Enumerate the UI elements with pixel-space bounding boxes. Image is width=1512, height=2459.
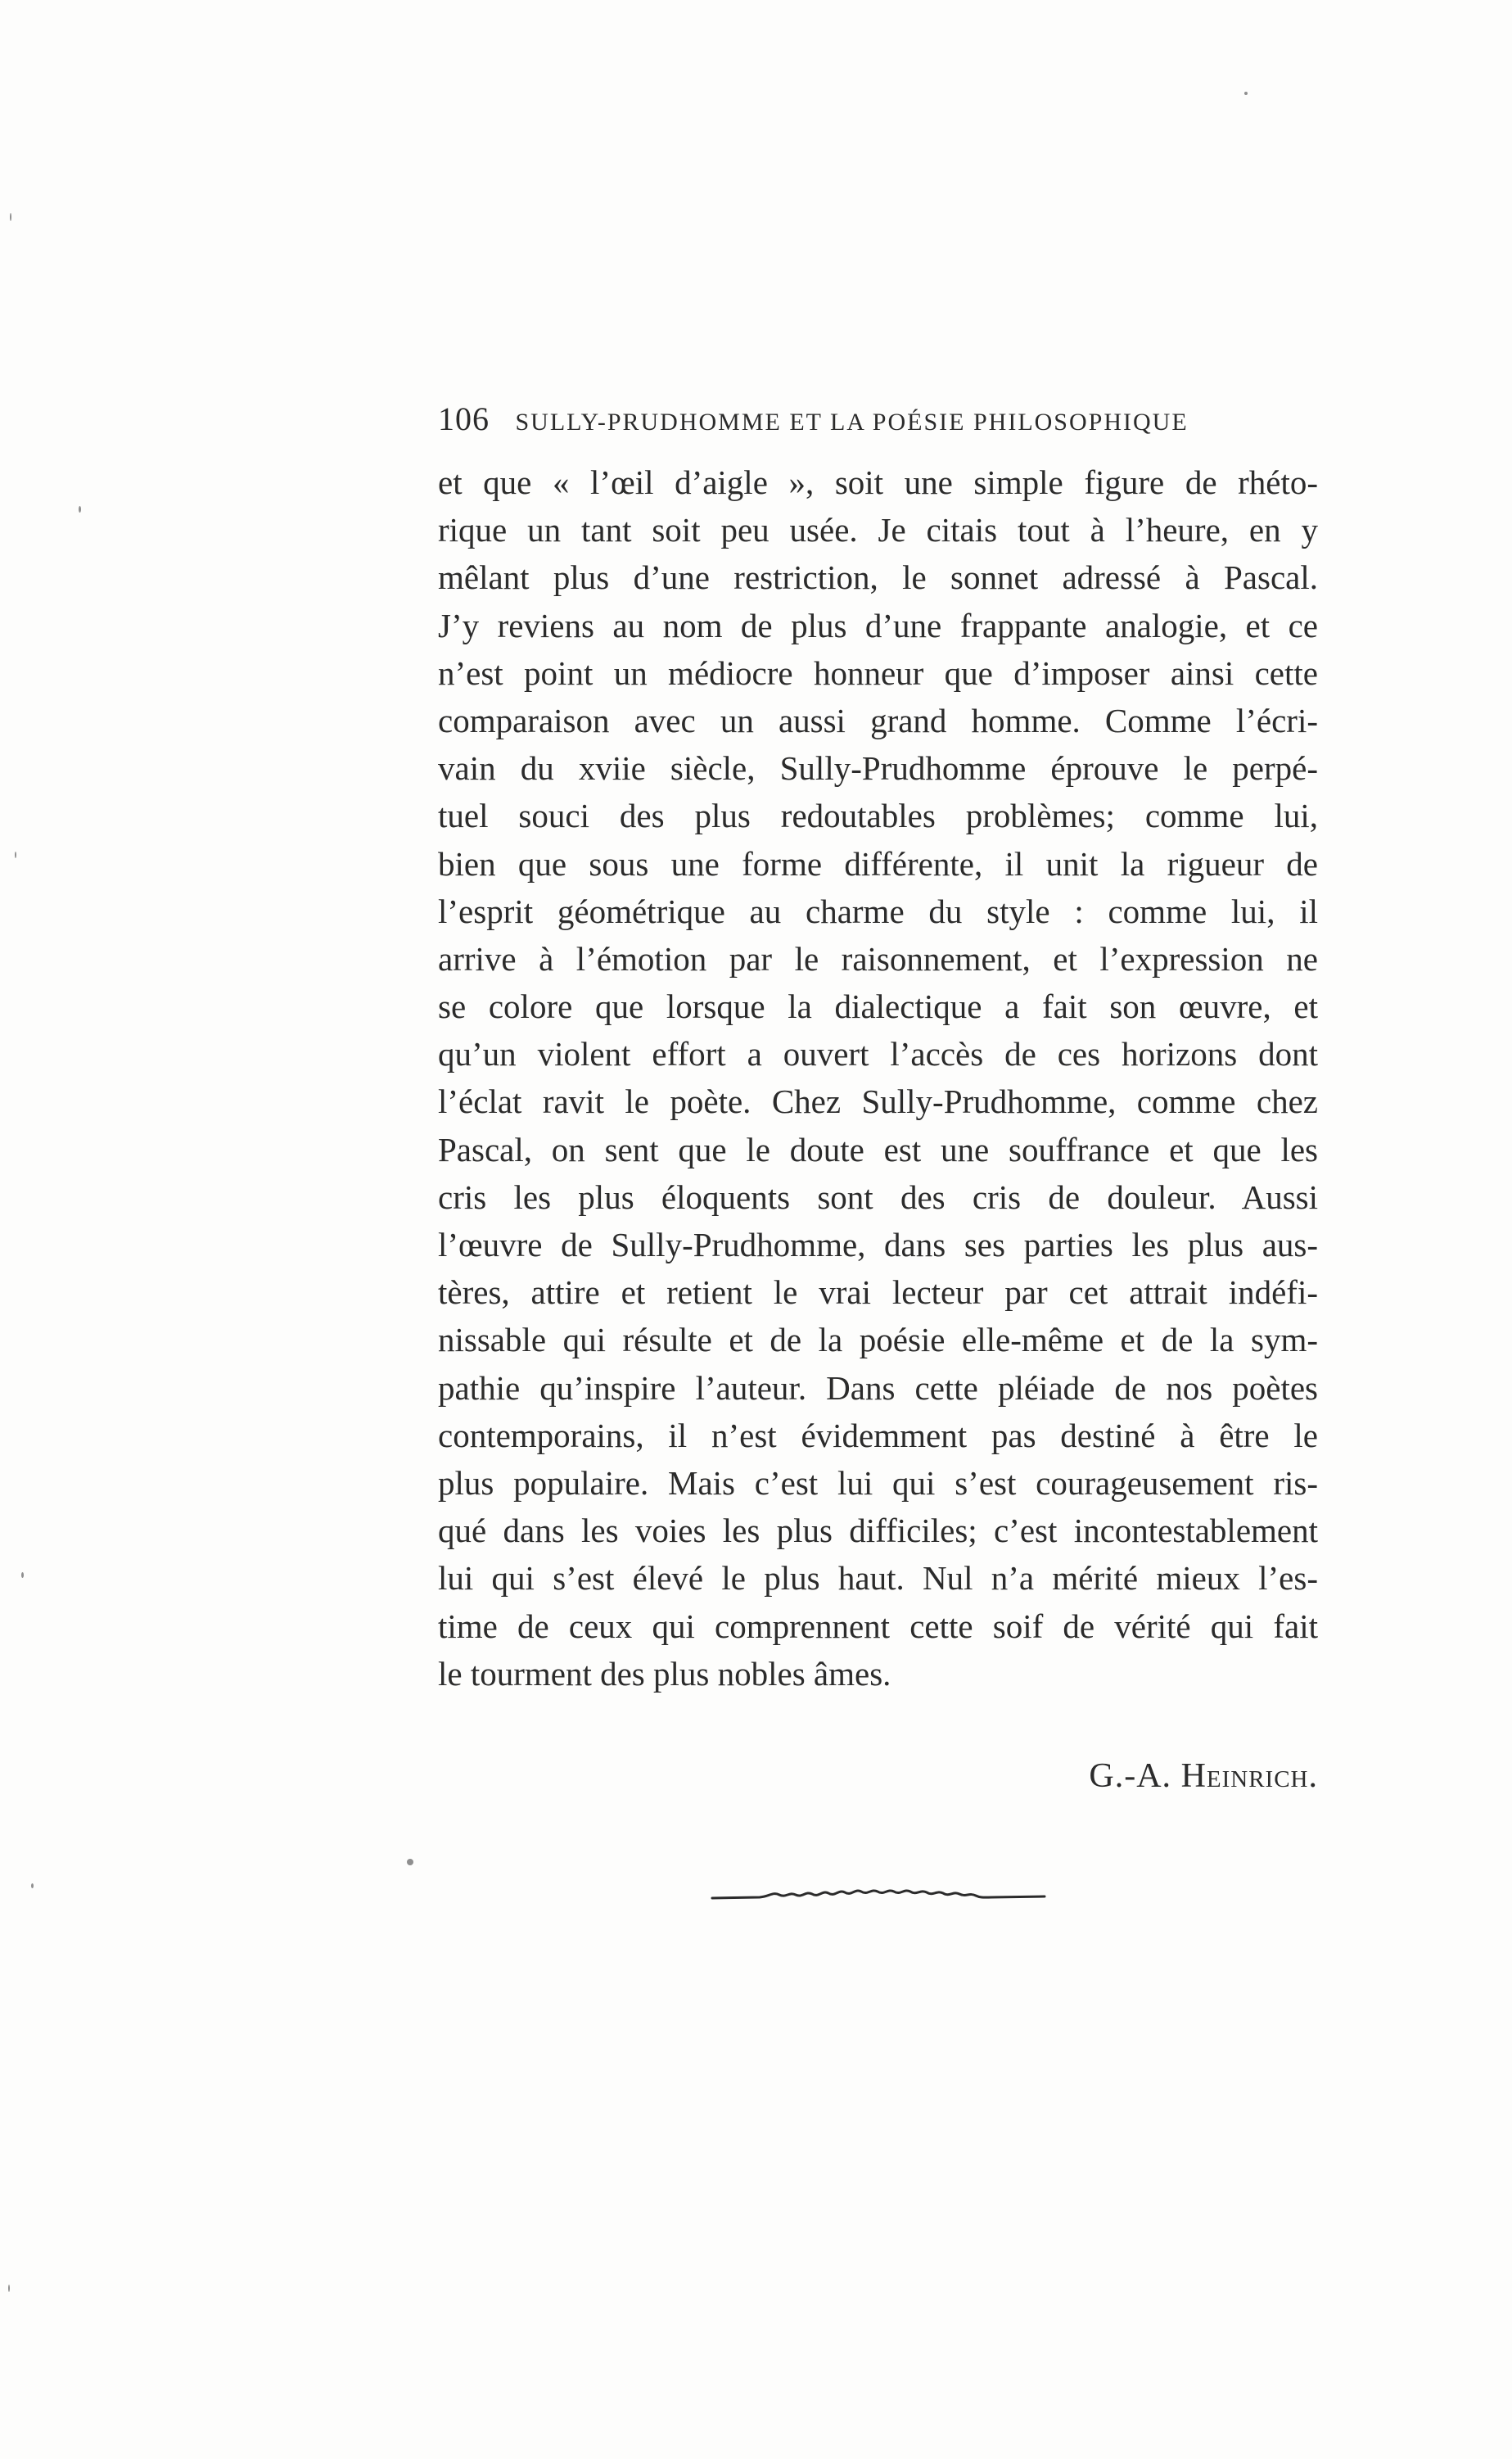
text-line: mêlant plus d’une restriction, le sonnet adressé à Pascal. bbox=[438, 558, 1318, 597]
text-line: vain du xviie siècle, Sully-Prudhomme éprouve le perpé- bbox=[438, 749, 1318, 788]
text-line: pathie qu’inspire l’auteur. Dans cette pléiade de nos poètes bbox=[438, 1368, 1318, 1407]
text-line: l’éclat ravit le poète. Chez Sully-Prudhomme, comme chez bbox=[438, 1083, 1318, 1121]
dust-speck bbox=[10, 213, 11, 221]
text-line: l’esprit géométrique au charme du style : comme lui, il bbox=[438, 892, 1318, 930]
running-title: SULLY-PRUDHOMME ET LA POÉSIE PHILOSOPHIQUE bbox=[515, 409, 1189, 436]
dust-speck bbox=[79, 506, 81, 513]
text-line: tères, attire et retient le vrai lecteur par cet attrait indéfi- bbox=[438, 1273, 1318, 1312]
text-line: nissable qui résulte et de la poésie elle-même et de la sym- bbox=[438, 1321, 1318, 1359]
text-line: arrive à l’émotion par le raisonnement, et l’expression ne bbox=[438, 939, 1318, 978]
dust-speck bbox=[8, 2285, 10, 2292]
text-line: rique un tant soit peu usée. Je citais tout à l’heure, en y bbox=[438, 511, 1318, 549]
text-line: contemporains, il n’est évidemment pas destiné à être le bbox=[438, 1416, 1318, 1454]
wavy-rule-ornament-icon bbox=[711, 1883, 1046, 1908]
text-line: tuel souci des plus redoutables problèmes; comme lui, bbox=[438, 797, 1318, 835]
text-line: Pascal, on sent que le doute est une souffrance et que les bbox=[438, 1130, 1318, 1168]
author-signature bbox=[974, 1756, 1318, 1796]
dust-speck bbox=[1244, 92, 1248, 95]
text-line: bien que sous une forme différente, il unit la rigueur de bbox=[438, 844, 1318, 883]
page-number: 106 bbox=[438, 400, 490, 437]
dust-speck bbox=[21, 1572, 24, 1578]
dust-speck bbox=[31, 1883, 34, 1888]
text-line: se colore que lorsque la dialectique a fait son œuvre, et bbox=[438, 988, 1318, 1026]
body-text bbox=[438, 459, 1318, 1697]
text-line: n’est point un médiocre honneur que d’imposer ainsi cette bbox=[438, 653, 1318, 692]
running-head bbox=[438, 400, 1318, 442]
text-line: lui qui s’est élevé le plus haut. Nul n’a mérité mieux l’es- bbox=[438, 1559, 1318, 1598]
text-line: qu’un violent effort a ouvert l’accès de ces horizons dont bbox=[438, 1035, 1318, 1074]
text-line: et que « l’œil d’aigle », soit une simple figure de rhéto- bbox=[438, 463, 1318, 501]
text-line: time de ceux qui comprennent cette soif de vérité qui fait bbox=[438, 1607, 1318, 1645]
text-line: comparaison avec un aussi grand homme. Comme l’écri- bbox=[438, 701, 1318, 739]
dust-speck bbox=[407, 1859, 413, 1865]
author-initials: G.-A. bbox=[1089, 1757, 1172, 1795]
text-line: cris les plus éloquents sont des cris de douleur. Aussi bbox=[438, 1178, 1318, 1216]
text-line: le tourment des plus nobles âmes. bbox=[438, 1654, 891, 1693]
text-line: qué dans les voies les plus difficiles; c’est incontestablement bbox=[438, 1512, 1318, 1550]
dust-speck bbox=[15, 852, 16, 858]
text-line: J’y reviens au nom de plus d’une frappante analogie, et ce bbox=[438, 606, 1318, 644]
text-line: l’œuvre de Sully-Prudhomme, dans ses parties les plus aus- bbox=[438, 1226, 1318, 1263]
author-surname: Heinrich. bbox=[1180, 1757, 1318, 1795]
text-line: plus populaire. Mais c’est lui qui s’est courageusement ris- bbox=[438, 1463, 1318, 1502]
